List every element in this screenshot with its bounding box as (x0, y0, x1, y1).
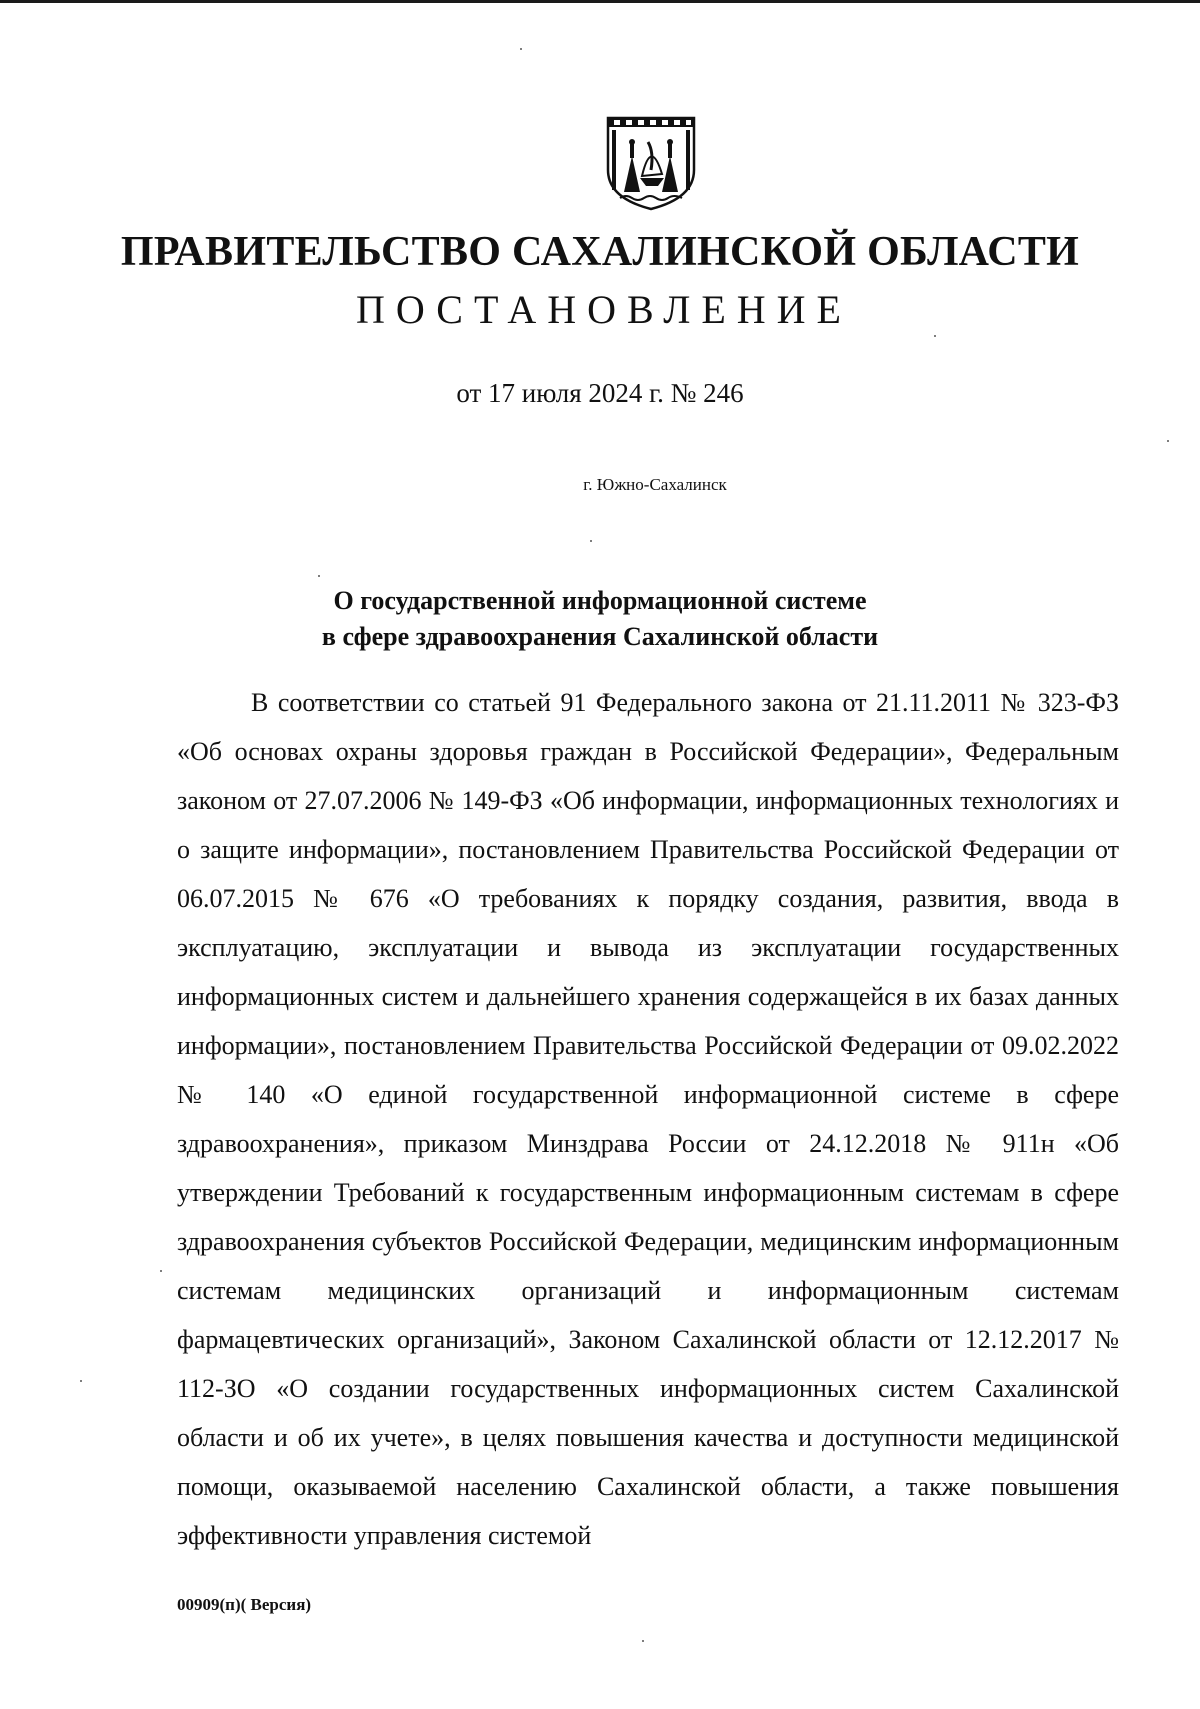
subject-line-1: О государственной информационной системе (333, 586, 867, 615)
scan-speck (590, 540, 592, 542)
scan-speck (80, 1380, 82, 1382)
scan-speck (934, 335, 936, 337)
preamble-paragraph: В соответствии со статьей 91 Федерального закона от 21.11.2011 № 323-ФЗ «Об основах охраны здоровья граждан в Российской Федерации», Федеральным законом от 27.07.2006 № 149-ФЗ «Об информации, информационных технологиях и о защите информации», постановлением Правительства Российской Федерации от 06.07.2015 № 676 «О требованиях к порядку создания, развития, ввода в эксплуатацию, эксплуатации и вывода из эксплуатации государственных информационных систем и дальнейшего хранения содержащейся в их базах данных информации», постановлением Правительства Российской Федерации от 09.02.2022 № 140 «О единой государственной информационной системе в сфере здравоохранения», приказом Минздрава России от 24.12.2018 № 911н «Об утверждении Требований к государственным информационным системам в сфере здравоохранения субъектов Российской Федерации, медицинским информационным системам медицинских организаций и информационным системам фармацевтических организаций», Законом Сахалинской области от 12.12.2017 № 112-ЗО «О создании государственных информационных систем Сахалинской области и об их учете», в целях повышения качества и доступности медицинской помощи, оказываемой населению Сахалинской области, а также повышения эффективности управления системой (177, 688, 1119, 1550)
document-city: г. Южно-Сахалинск (583, 475, 727, 494)
scan-speck (318, 575, 320, 577)
scan-speck (1167, 440, 1169, 442)
scan-speck (160, 1270, 162, 1272)
organization-title: ПРАВИТЕЛЬСТВО САХАЛИНСКОЙ ОБЛАСТИ (120, 229, 1080, 275)
document-footer-code: 00909(п)( Версия) (177, 1595, 312, 1614)
top-border-line (0, 0, 1200, 3)
scan-speck (520, 48, 522, 50)
document-date-number: от 17 июля 2024 г. № 246 (456, 378, 744, 408)
document-type-heading: ПОСТАНОВЛЕНИЕ (356, 287, 852, 332)
document-subject (0, 583, 1200, 655)
subject-line-2: в сфере здравоохранения Сахалинской области (321, 622, 879, 651)
sakhalin-coat-of-arms-icon (602, 114, 700, 212)
scan-speck (642, 1640, 644, 1642)
